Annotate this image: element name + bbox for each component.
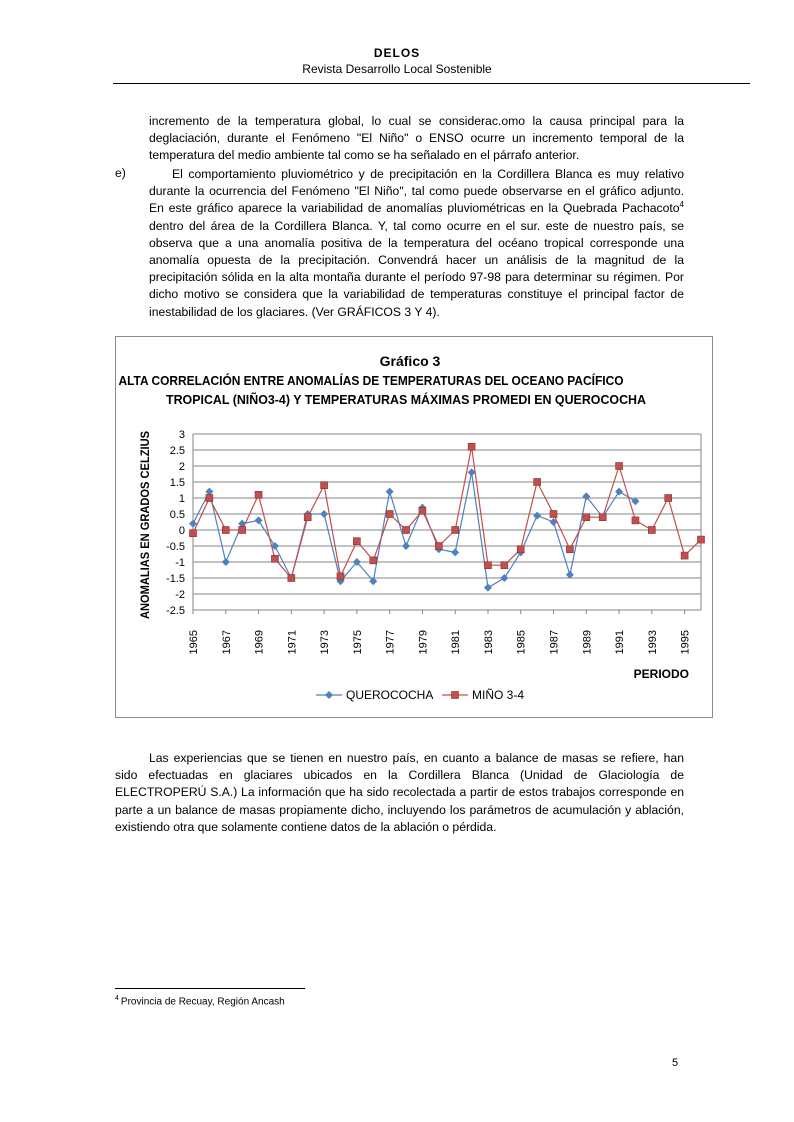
journal-title: DELOS [373, 46, 421, 60]
y-tick-label: 0.5 [169, 509, 185, 521]
data-point-2 [566, 546, 573, 553]
footnote-text: Provincia de Recuay, Región Ancash [120, 996, 285, 1008]
x-tick-label: 1983 [482, 630, 495, 655]
y-tick-label: 1.5 [169, 477, 185, 489]
chart-subtitle-line1: ALTA CORRELACIÓN ENTRE ANOMALÍAS DE TEMPERATURAS DEL OCEANO PACÍFICO [118, 373, 624, 388]
data-point-2 [370, 557, 377, 564]
data-point-2 [190, 530, 197, 537]
footnote [115, 995, 285, 1007]
y-tick-label: 0 [178, 525, 185, 537]
data-point-1 [320, 510, 328, 518]
data-point-2 [403, 527, 410, 534]
data-point-2 [648, 527, 655, 534]
data-point-2 [239, 527, 246, 534]
y-tick-label: 3 [178, 429, 185, 441]
data-point-1 [402, 542, 410, 550]
x-tick-label: 1969 [253, 630, 266, 655]
item-label: e) [115, 166, 126, 180]
data-point-2 [665, 495, 672, 502]
data-point-2 [599, 514, 606, 521]
data-point-2 [206, 495, 213, 502]
data-point-1 [386, 488, 394, 496]
x-tick-label: 1975 [351, 630, 364, 655]
x-axis-title: PERIODO [633, 667, 689, 681]
chart-subtitle-line2: TROPICAL (NIÑO3-4) Y TEMPERATURAS MÁXIMAS PROMEDI EN QUEROCOCHA [166, 392, 647, 407]
data-point-2 [616, 463, 623, 470]
x-tick-label: 1995 [679, 630, 692, 655]
data-point-2 [386, 511, 393, 518]
data-point-1 [484, 584, 492, 592]
data-point-2 [534, 479, 541, 486]
data-point-2 [337, 573, 344, 580]
x-tick-label: 1977 [384, 630, 397, 655]
legend-label-1: QUEROCOCHA [346, 688, 434, 702]
data-point-2 [468, 443, 475, 450]
x-tick-label: 1981 [450, 630, 463, 655]
data-point-1 [451, 548, 459, 556]
data-point-2 [321, 482, 328, 489]
x-tick-label: 1979 [417, 630, 430, 655]
footnote-number: 4 [115, 995, 119, 1002]
data-point-2 [550, 511, 557, 518]
data-point-2 [304, 514, 311, 521]
data-point-2 [501, 562, 508, 569]
legend-marker-1 [325, 691, 333, 699]
data-point-2 [419, 507, 426, 514]
data-point-2 [698, 536, 705, 543]
x-tick-label: 1967 [220, 630, 233, 655]
x-tick-label: 1993 [646, 630, 659, 655]
y-tick-label: -1 [175, 557, 185, 569]
data-point-2 [288, 575, 295, 582]
data-point-1 [615, 488, 623, 496]
data-point-1 [255, 516, 263, 524]
y-tick-label: 1 [178, 493, 185, 505]
data-point-2 [632, 517, 639, 524]
x-tick-label: 1985 [515, 630, 528, 655]
chart-svg [116, 337, 712, 717]
data-point-2 [583, 514, 590, 521]
chart-frame [115, 336, 713, 718]
paragraph-2 [149, 166, 684, 321]
x-tick-label: 1965 [188, 630, 200, 655]
legend-marker-2 [452, 692, 459, 699]
footnote-rule [115, 988, 305, 989]
data-point-2 [271, 555, 278, 562]
header-rule [113, 83, 750, 84]
y-tick-label: -1.5 [166, 573, 185, 585]
y-axis-title: ANOMALIAS EN GRADOS CELZIUS [138, 415, 152, 619]
paragraph-1: incremento de la temperatura global, lo cual se considerac.omo la causa principal para la deglaciación, durante el Fenómeno "El Niño" o ENSO ocurre un incremento temporal de la temperatura del medio ambiente tal como se ha señalado en el párrafo anterior. [149, 114, 684, 163]
journal-subtitle: Revista Desarrollo Local Sostenible [302, 62, 492, 76]
data-point-2 [452, 527, 459, 534]
data-point-2 [255, 491, 262, 498]
paragraph-2-text-a: El comportamiento pluviométrico y de precipitación en la Cordillera Blanca es muy relativo durante la ocurrencia del Fenómeno "El Niño", tal como puede observarse en el gráfico adjunto. En este gráfico aparece la variabilidad de anomalías pluviométricas en la Quebrada Pachacoto [149, 167, 684, 216]
footnote-ref: 4 [679, 200, 684, 210]
y-tick-label: -2 [175, 589, 185, 601]
x-tick-label: 1989 [581, 630, 594, 655]
data-point-2 [681, 552, 688, 559]
data-point-2 [222, 527, 229, 534]
y-tick-label: -2.5 [166, 605, 185, 617]
data-point-2 [353, 538, 360, 545]
data-point-2 [484, 562, 491, 569]
y-tick-label: 2 [178, 461, 185, 473]
data-point-1 [500, 574, 508, 582]
data-point-1 [533, 512, 541, 520]
y-tick-label: 2.5 [169, 445, 185, 457]
data-point-2 [517, 546, 524, 553]
x-tick-label: 1987 [548, 630, 561, 655]
x-tick-label: 1991 [614, 630, 627, 655]
page-number: 5 [672, 1057, 679, 1069]
data-point-1 [222, 558, 230, 566]
data-point-2 [435, 543, 442, 550]
chart-title: Gráfico 3 [379, 353, 441, 369]
y-tick-label: -0.5 [166, 541, 185, 553]
legend-label-2: MIÑO 3-4 [472, 688, 525, 702]
x-tick-label: 1971 [286, 630, 299, 655]
x-tick-label: 1973 [319, 630, 332, 655]
paragraph-3: Las experiencias que se tienen en nuestro país, en cuanto a balance de masas se refiere, han sido efectuadas en glaciares ubicados en la Cordillera Blanca (Unidad de Glaciología de ELECTROPERÚ S.A.) La información que ha sido recolectada a partir de estos trabajos corresponde en parte a un balance de masas propiamente dicho, incluyendo los parámetros de acumulación y ablación, existiendo otra que solamente contiene datos de la ablación o pérdida. [115, 751, 684, 834]
paragraph-2-text-b: dentro del área de la Cordillera Blanca. Y, tal como ocurre en el sur. este de nuestro país, se observa que a una anomalía positiva de la temperatura del océano tropical corresponde una anomalía opuesta de la precipitación. Convendrá hacer un análisis de la magnitud de la precipitación sólida en la alta montaña durante el período 97-98 para determinar su régimen. Por dicho motivo se considera que la variabilidad de temperaturas constituye el principal factor de inestabilidad de los glaciares. (Ver GRÁFICOS 3 Y 4). [149, 218, 684, 319]
